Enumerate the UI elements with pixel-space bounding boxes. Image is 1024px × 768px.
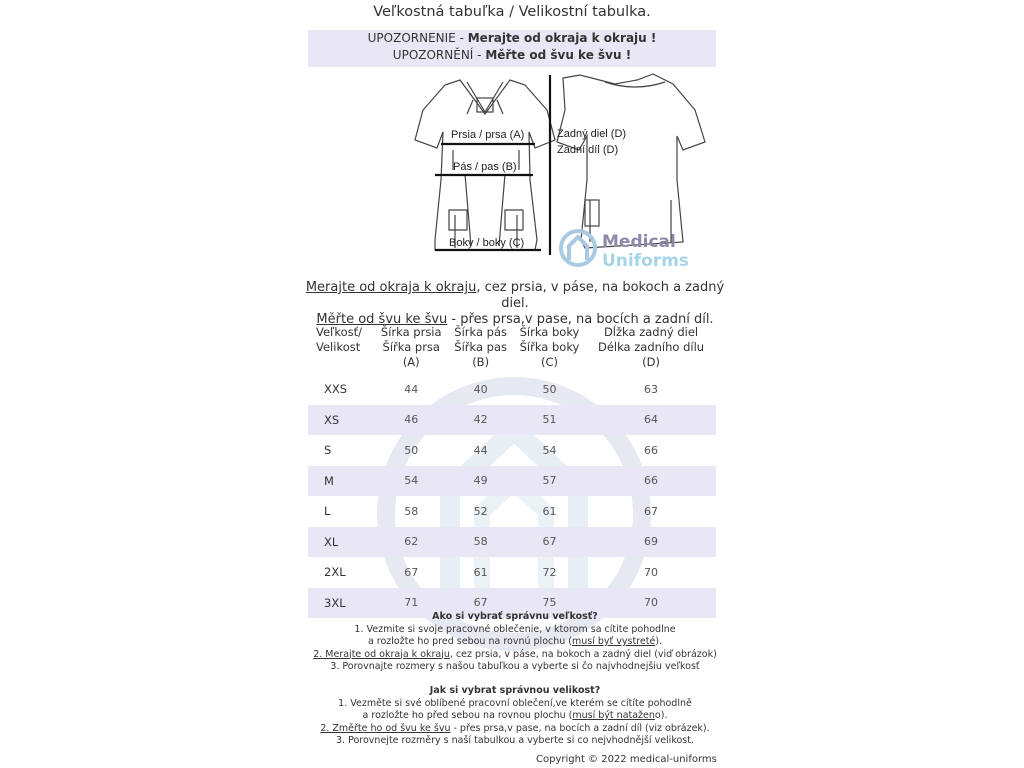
- howto-cz-step3: 3. Porovnejte rozměry s naší tabulkou a vyberte si co nejvhodnější velikost.: [336, 735, 694, 746]
- table-row: [308, 466, 716, 497]
- header-hips: Šírka boky Šířka boky (C): [519, 325, 580, 369]
- size-table: [308, 323, 716, 618]
- warning-cz: UPOZORNĚNÍ - Měřte od švu ke švu !: [392, 48, 632, 62]
- table-cell: 52: [473, 504, 488, 518]
- table-cell: 40: [473, 382, 488, 396]
- table-row: [308, 557, 716, 588]
- howto-sk-step2: 2. Merajte od okraja k okraju, cez prsia, v páse, na bokoch a zadný diel (viď obrázok): [313, 648, 717, 660]
- table-cell: 67: [404, 565, 419, 579]
- howto-cz-step2: 2. Změřte ho od švu ke švu - přes prsa,v pase, na bocích a zadní díl (viz obrázek).: [320, 722, 710, 734]
- table-cell: 70: [644, 565, 659, 579]
- table-cell: 44: [473, 443, 488, 457]
- howto-sk-heading: Ako si vybrať správnu veľkosť?: [432, 611, 598, 622]
- howto-cz: [300, 685, 730, 748]
- table-row: [308, 405, 716, 436]
- table-cell: 54: [374, 466, 448, 497]
- howto-sk-step3: 3. Porovnajte rozmery s našou tabuľkou a vyberte si čo najvhodnejšiu veľkosť: [330, 661, 700, 672]
- warning-box: [308, 30, 716, 67]
- copyright: Copyright © 2022 medical-uniforms: [536, 754, 717, 765]
- table-cell: 61: [542, 504, 557, 518]
- medical-uniforms-logo: [558, 226, 708, 274]
- table-cell: S: [324, 443, 332, 458]
- table-cell: 69: [586, 527, 716, 558]
- table-cell: 66: [586, 466, 716, 497]
- table-cell: 70: [586, 588, 716, 619]
- label-back-sk: Zadný diel (D): [557, 128, 627, 140]
- table-cell: 67: [513, 527, 586, 558]
- header-chest: Šírka prsia Šířka prsa (A): [380, 325, 442, 369]
- table-cell: 67: [644, 504, 659, 518]
- table-cell: 50: [404, 443, 419, 457]
- table-cell: 44: [404, 382, 419, 396]
- header-back-length: Dĺžka zadný diel Délka zadního dílu (D): [597, 325, 705, 369]
- header-waist: Šírka pás Šířka pas (B): [454, 325, 507, 369]
- table-cell: 58: [448, 527, 513, 558]
- table-cell: XXS: [324, 382, 348, 397]
- label-hips: Boky / boky (C): [449, 237, 525, 249]
- header-size: Veľkosť/ Velikost: [316, 325, 363, 354]
- table-header-row: [308, 323, 716, 374]
- table-cell: 2XL: [324, 565, 346, 580]
- table-cell: L: [324, 504, 331, 519]
- howto-cz-heading: Jak si vybrat správnou velikost?: [429, 685, 601, 696]
- table-cell: 64: [586, 405, 716, 436]
- table-cell: 72: [542, 565, 557, 579]
- table-cell: 51: [513, 405, 586, 436]
- warning-sk: UPOZORNENIE - Merajte od okraja k okraju !: [367, 31, 657, 45]
- table-row: [308, 435, 716, 466]
- table-cell: 49: [448, 466, 513, 497]
- howto-cz-step1b: a rozložte ho před sebou na rovnou plochu (musí být nataženo).: [362, 710, 668, 721]
- instructions-cz: Měřte od švu ke švu - přes prsa,v pase, na bocích a zadní díl.: [316, 312, 714, 327]
- label-back-cz: Zadní díl (D): [557, 144, 619, 156]
- label-waist: Pás / pas (B): [453, 161, 517, 173]
- table-cell: XL: [308, 527, 374, 558]
- table-cell: 66: [644, 443, 659, 457]
- logo-text-uniforms: Uniforms: [602, 251, 690, 270]
- table-cell: 50: [542, 382, 557, 396]
- instructions-sk: Merajte od okraja k okraju, cez prsia, v páse, na bokoch a zadný diel.: [305, 280, 725, 311]
- table-row: [308, 496, 716, 527]
- page-title: Veľkostná tabuľka / Velikostní tabulka.: [373, 4, 651, 20]
- table-cell: M: [308, 466, 374, 497]
- back-shirt-outline: [557, 74, 705, 248]
- table-cell: XS: [308, 405, 374, 436]
- table-cell: 63: [644, 382, 659, 396]
- table-cell: 46: [374, 405, 448, 436]
- howto-sk: [300, 611, 730, 674]
- howto-sk-step1b: a rozložte ho pred sebou na rovnú plochu (musí byť vystreté).: [367, 636, 663, 647]
- howto-sk-step1: 1. Vezmite si svoje pracovné oblečenie, v ktorom sa cítite pohodlne: [354, 623, 676, 635]
- table-cell: 54: [542, 443, 557, 457]
- table-cell: 67: [448, 588, 513, 619]
- logo-text-medical: Medical: [602, 232, 676, 252]
- table-cell: 71: [374, 588, 448, 619]
- measuring-instructions: [300, 280, 730, 328]
- table-cell: 3XL: [308, 588, 374, 619]
- table-row: [308, 374, 716, 405]
- table-cell: 57: [513, 466, 586, 497]
- table-cell: 42: [448, 405, 513, 436]
- label-chest: Prsia / prsa (A): [451, 129, 525, 141]
- table-cell: 61: [473, 565, 488, 579]
- table-cell: 75: [513, 588, 586, 619]
- logo-mark: [558, 226, 708, 270]
- howto-cz-step1: 1. Vezměte si své oblíbené pracovní oblečení,ve kterém se cítíte pohodlně: [338, 697, 692, 709]
- table-cell: 62: [374, 527, 448, 558]
- table-row: [308, 527, 716, 558]
- table-cell: 58: [404, 504, 419, 518]
